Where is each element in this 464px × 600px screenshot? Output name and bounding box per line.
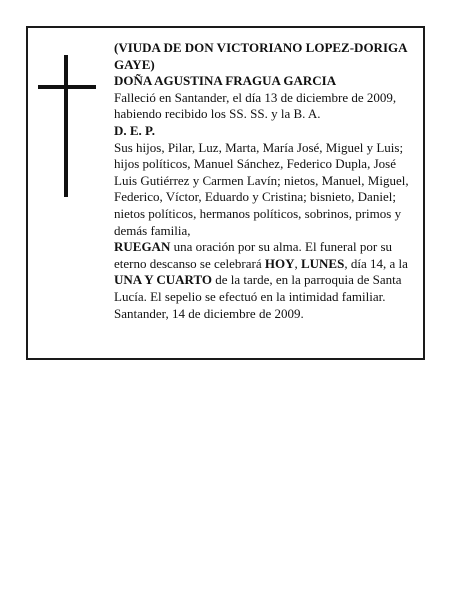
request-sep-1: , xyxy=(294,255,301,271)
lunes-word: LUNES xyxy=(300,255,345,271)
cross-vertical-bar xyxy=(64,55,68,197)
place-date: Santander, 14 de diciembre de 2009. xyxy=(114,305,304,321)
request-text-3: de la tarde, en la parroquia de Santa Lucía. El sepelio se efectuó en la intimidad familiar. xyxy=(114,272,402,304)
request-text-1: una oración por su alma. El funeral por su eterno descanso se celebrará xyxy=(114,239,392,271)
widow-line: (VIUDA DE DON VICTORIANO LOPEZ-DORIGA GAYE) xyxy=(114,40,407,72)
deceased-name: DOÑA AGUSTINA FRAGUA GARCIA xyxy=(114,73,337,89)
funeral-time: UNA Y CUARTO xyxy=(114,272,213,288)
family-list: Sus hijos, Pilar, Luz, Marta, María José, Miguel y Luis; hijos políticos, Manuel Sánchez, Federico Dupla, José Luis Gutiérrez y Carmen Lavín; nietos, Manuel, Miguel, Federico, Víctor, Eduardo y Cristina; bisnieto, Daniel; nietos políticos, hermanos políticos, sobrinos, primos y demás familia, xyxy=(114,139,409,238)
request-text-2: , día 14, a la xyxy=(344,255,408,271)
ruegan-word: RUEGAN xyxy=(114,239,171,255)
cross-icon xyxy=(38,55,96,197)
hoy-word: HOY xyxy=(264,255,295,271)
rip-line: D. E. P. xyxy=(114,122,156,138)
funeral-request xyxy=(114,239,420,305)
cross-horizontal-bar xyxy=(38,85,96,89)
death-statement: Falleció en Santander, el día 13 de diciembre de 2009, habiendo recibido los SS. SS. y la B. A. xyxy=(114,89,397,122)
obituary-text xyxy=(114,40,420,322)
